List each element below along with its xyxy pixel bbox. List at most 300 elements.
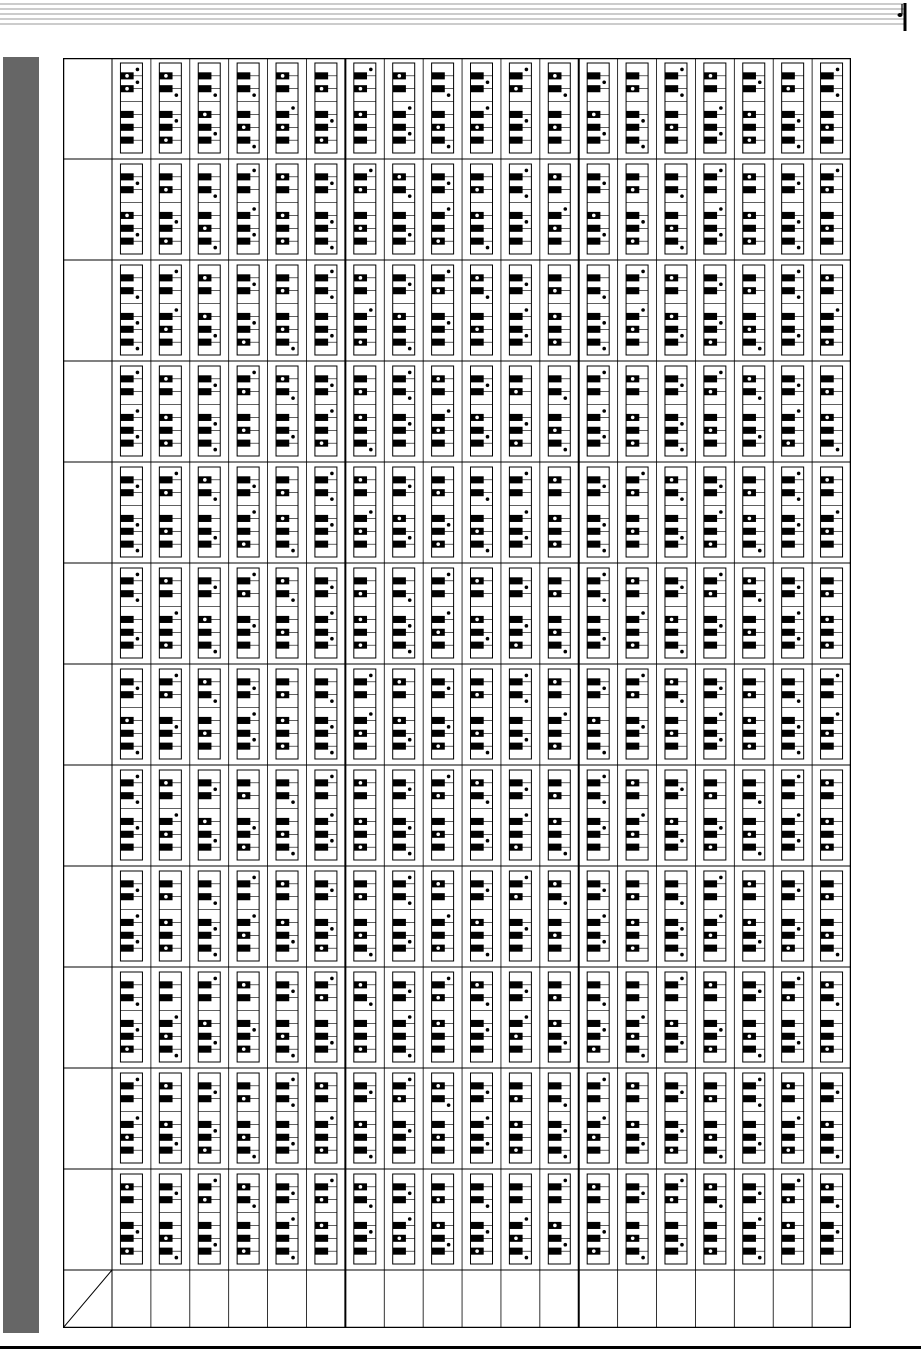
chord-note-dot (291, 435, 295, 439)
chord-diagram (626, 871, 648, 961)
chord-note-dot (758, 1256, 762, 1260)
chord-diagram (198, 871, 220, 961)
chord-note-dot (719, 132, 723, 136)
chord-diagram (276, 366, 298, 456)
chord-note-dot (680, 448, 684, 452)
chord-diagram (432, 770, 454, 860)
chord-note-dot (514, 441, 518, 445)
chord-note-dot (408, 876, 412, 880)
chord-note-dot (320, 138, 324, 142)
chord-diagram (665, 164, 687, 254)
chord-note-dot (525, 1256, 529, 1260)
chord-diagram (548, 366, 570, 456)
chord-note-dot (175, 1191, 179, 1195)
chord-diagram (743, 164, 765, 254)
chord-note-dot (203, 478, 207, 482)
chord-note-dot (291, 598, 295, 602)
chord-diagram (159, 164, 181, 254)
chord-note-dot (514, 87, 518, 91)
chord-note-dot (436, 239, 440, 243)
chord-note-dot (486, 1230, 490, 1234)
chord-note-dot (330, 383, 334, 387)
chord-diagram (782, 63, 804, 153)
chord-note-dot (680, 497, 684, 501)
chord-diagram (782, 669, 804, 759)
chord-note-dot (136, 826, 140, 830)
chord-note-dot (447, 1243, 451, 1247)
chord-note-dot (242, 390, 246, 394)
chord-diagram (704, 164, 726, 254)
chord-diagram (432, 871, 454, 961)
chord-note-dot (748, 289, 752, 293)
chord-diagram (432, 669, 454, 759)
chord-diagram (237, 164, 259, 254)
chord-note-dot (680, 953, 684, 957)
chord-note-dot (213, 536, 217, 540)
chord-note-dot (631, 491, 635, 495)
chord-note-dot (525, 510, 529, 514)
chord-note-dot (203, 1148, 207, 1152)
chord-note-dot (709, 428, 713, 432)
chord-note-dot (786, 996, 790, 1000)
chord-diagram (626, 770, 648, 860)
chord-diagram (393, 63, 415, 153)
chord-note-dot (553, 592, 557, 596)
chord-note-dot (252, 1204, 256, 1208)
chord-note-dot (175, 813, 179, 817)
chord-note-dot (330, 1116, 334, 1120)
chord-note-dot (447, 321, 451, 325)
chord-note-dot (631, 946, 635, 950)
chord-note-dot (748, 719, 752, 723)
chord-diagram (471, 164, 493, 254)
chord-note-dot (680, 334, 684, 338)
chord-diagram (315, 63, 337, 153)
chord-note-dot (592, 113, 596, 117)
chord-note-dot (475, 579, 479, 583)
chord-note-dot (748, 832, 752, 836)
chord-note-dot (592, 1249, 596, 1253)
chord-note-dot (125, 1047, 129, 1051)
chord-note-dot (436, 491, 440, 495)
chord-diagram (159, 1073, 181, 1163)
chord-note-dot (709, 542, 713, 546)
chord-note-dot (486, 839, 490, 843)
chord-note-dot (203, 680, 207, 684)
chord-note-dot (719, 282, 723, 286)
chord-diagram (821, 467, 843, 557)
chord-note-dot (748, 579, 752, 583)
chord-diagram (743, 770, 765, 860)
chord-note-dot (680, 901, 684, 905)
chord-note-dot (709, 1185, 713, 1189)
chord-note-dot (447, 145, 451, 149)
chord-note-dot (408, 650, 412, 654)
chord-note-dot (359, 416, 363, 420)
chord-note-dot (164, 832, 168, 836)
chord-note-dot (709, 1249, 713, 1253)
footer-rule (0, 1346, 921, 1349)
chord-note-dot (330, 611, 334, 615)
chord-note-dot (408, 852, 412, 856)
chord-note-dot (252, 573, 256, 577)
chord-note-dot (486, 497, 490, 501)
chord-note-dot (680, 839, 684, 843)
chord-note-dot (670, 226, 674, 230)
chord-diagram (120, 366, 142, 456)
chord-diagram (315, 972, 337, 1062)
chord-note-dot (136, 914, 140, 918)
chord-note-dot (631, 377, 635, 381)
chord-note-dot (758, 1191, 762, 1195)
chord-diagram (704, 972, 726, 1062)
chord-diagram (354, 568, 376, 658)
chord-note-dot (436, 1084, 440, 1088)
chord-diagram (587, 265, 609, 355)
chord-note-dot (602, 1230, 606, 1234)
chord-note-dot (330, 927, 334, 931)
chord-note-dot (709, 390, 713, 394)
chord-note-dot (330, 699, 334, 703)
chord-note-dot (836, 308, 840, 312)
chord-diagram (509, 1073, 531, 1163)
chord-note-dot (213, 1243, 217, 1247)
chord-note-dot (436, 882, 440, 886)
chord-diagram (120, 265, 142, 355)
chord-note-dot (291, 549, 295, 553)
chord-diagram (354, 265, 376, 355)
chord-note-dot (136, 233, 140, 237)
chord-diagram (743, 972, 765, 1062)
chord-note-dot (486, 435, 490, 439)
chord-note-dot (136, 523, 140, 527)
chord-note-dot (408, 624, 412, 628)
chord-note-dot (330, 888, 334, 892)
chord-note-dot (175, 472, 179, 476)
chord-note-dot (213, 334, 217, 338)
chord-note-dot (203, 1022, 207, 1026)
chord-diagram (782, 366, 804, 456)
chord-note-dot (447, 523, 451, 527)
chord-note-dot (592, 214, 596, 218)
chord-note-dot (486, 106, 490, 110)
chord-diagram (665, 871, 687, 961)
chord-note-dot (252, 1155, 256, 1159)
chord-note-dot (330, 977, 334, 981)
chord-note-dot (602, 800, 606, 804)
chord-diagram (120, 972, 142, 1062)
chord-note-dot (242, 542, 246, 546)
chord-note-dot (408, 1078, 412, 1082)
chord-note-dot (359, 895, 363, 899)
chord-note-dot (797, 497, 801, 501)
chord-diagram (393, 770, 415, 860)
chord-note-dot (758, 347, 762, 351)
chord-note-dot (436, 1135, 440, 1139)
chord-note-dot (514, 895, 518, 899)
chord-note-dot (825, 340, 829, 344)
chord-note-dot (786, 1148, 790, 1152)
chord-note-dot (670, 276, 674, 280)
chord-diagram (626, 164, 648, 254)
chord-note-dot (680, 650, 684, 654)
chord-note-dot (680, 422, 684, 426)
chord-note-dot (525, 1015, 529, 1019)
chord-note-dot (602, 523, 606, 527)
chord-note-dot (330, 270, 334, 274)
chord-note-dot (408, 371, 412, 375)
chord-note-dot (631, 327, 635, 331)
chord-note-dot (359, 781, 363, 785)
chord-note-dot (175, 725, 179, 729)
chord-note-dot (436, 832, 440, 836)
chord-note-dot (213, 1179, 217, 1183)
chord-note-dot (486, 549, 490, 553)
chord-note-dot (242, 1047, 246, 1051)
chord-diagram (587, 63, 609, 153)
chord-note-dot (553, 428, 557, 432)
chord-note-dot (281, 630, 285, 634)
chord-note-dot (525, 308, 529, 312)
chord-note-dot (758, 1217, 762, 1221)
chord-diagram (393, 164, 415, 254)
chord-note-dot (281, 744, 285, 748)
chord-note-dot (641, 813, 645, 817)
chord-diagram (821, 871, 843, 961)
chord-note-dot (719, 712, 723, 716)
chord-diagram (743, 1073, 765, 1163)
chord-diagram (315, 1174, 337, 1264)
chord-diagram (237, 366, 259, 456)
chord-note-dot (398, 74, 402, 78)
chord-note-dot (719, 321, 723, 325)
chord-note-dot (408, 1191, 412, 1195)
chord-note-dot (213, 1090, 217, 1094)
chord-note-dot (758, 1078, 762, 1082)
chord-note-dot (242, 845, 246, 849)
chord-note-dot (825, 416, 829, 420)
chord-diagram (782, 164, 804, 254)
chord-note-dot (836, 448, 840, 452)
chord-note-dot (631, 693, 635, 697)
chord-note-dot (719, 1204, 723, 1208)
chord-note-dot (709, 592, 713, 596)
chord-note-dot (486, 80, 490, 84)
chord-note-dot (525, 813, 529, 817)
chord-note-dot (281, 125, 285, 129)
chord-diagram (626, 669, 648, 759)
chord-note-dot (525, 787, 529, 791)
chord-diagram (704, 871, 726, 961)
chord-diagram (354, 164, 376, 254)
chord-note-dot (602, 1028, 606, 1032)
chord-note-dot (486, 953, 490, 957)
chord-diagram (120, 871, 142, 961)
chord-note-dot (719, 510, 723, 514)
chord-note-dot (436, 377, 440, 381)
chord-note-dot (398, 315, 402, 319)
chord-diagram (509, 366, 531, 456)
chord-note-dot (447, 270, 451, 274)
chord-note-dot (602, 1078, 606, 1082)
chord-note-dot (709, 983, 713, 987)
chord-note-dot (359, 1123, 363, 1127)
chord-note-dot (136, 371, 140, 375)
chord-diagram (315, 467, 337, 557)
chord-note-dot (748, 744, 752, 748)
chord-note-dot (670, 820, 674, 824)
chord-diagram (471, 972, 493, 1062)
chord-note-dot (213, 787, 217, 791)
chord-diagram (159, 63, 181, 153)
chord-note-dot (213, 1041, 217, 1045)
chord-note-dot (136, 800, 140, 804)
chord-note-dot (486, 800, 490, 804)
chord-diagram (120, 164, 142, 254)
chord-note-dot (748, 1034, 752, 1038)
chord-diagram (315, 366, 337, 456)
chord-note-dot (252, 1028, 256, 1032)
chord-note-dot (175, 1054, 179, 1058)
chord-note-dot (553, 478, 557, 482)
chord-diagram (743, 568, 765, 658)
chord-note-dot (680, 93, 684, 97)
chord-diagram (432, 972, 454, 1062)
chord-diagram (821, 669, 843, 759)
chord-note-dot (514, 390, 518, 394)
chord-note-dot (447, 181, 451, 185)
chord-note-dot (369, 510, 373, 514)
chord-diagram (743, 366, 765, 456)
chord-note-dot (408, 826, 412, 830)
chord-diagram (548, 265, 570, 355)
chord-diagram (120, 1073, 142, 1163)
chord-note-dot (525, 674, 529, 678)
chord-note-dot (252, 233, 256, 237)
chord-note-dot (475, 781, 479, 785)
chord-note-dot (164, 188, 168, 192)
chord-note-dot (836, 953, 840, 957)
chord-note-dot (203, 820, 207, 824)
chord-diagram (471, 265, 493, 355)
chord-note-dot (797, 295, 801, 299)
chord-note-dot (164, 529, 168, 533)
chord-note-dot (330, 585, 334, 589)
chord-note-dot (475, 125, 479, 129)
chord-diagram (821, 1174, 843, 1264)
chord-note-dot (242, 1135, 246, 1139)
chord-note-dot (125, 1249, 129, 1253)
chord-diagram (821, 972, 843, 1062)
chord-note-dot (136, 888, 140, 892)
chord-note-dot (475, 214, 479, 218)
chord-note-dot (369, 308, 373, 312)
chord-note-dot (408, 738, 412, 742)
chord-diagram (626, 63, 648, 153)
chord-note-dot (525, 68, 529, 72)
chord-note-dot (475, 983, 479, 987)
chord-note-dot (359, 618, 363, 622)
chord-note-dot (242, 1249, 246, 1253)
chord-diagram (548, 972, 570, 1062)
chord-diagram (821, 366, 843, 456)
chord-diagram (471, 770, 493, 860)
chord-note-dot (758, 852, 762, 856)
chord-diagram (743, 265, 765, 355)
chord-note-dot (758, 435, 762, 439)
chord-note-dot (164, 895, 168, 899)
chord-note-dot (825, 983, 829, 987)
chord-diagram (821, 568, 843, 658)
chord-note-dot (281, 289, 285, 293)
chord-note-dot (748, 113, 752, 117)
chord-note-dot (553, 125, 557, 129)
chord-note-dot (408, 282, 412, 286)
chord-note-dot (836, 93, 840, 97)
chord-note-dot (709, 74, 713, 78)
chord-note-dot (281, 214, 285, 218)
chord-note-dot (398, 175, 402, 179)
chord-note-dot (486, 1204, 490, 1208)
chord-note-dot (369, 712, 373, 716)
chord-note-dot (553, 226, 557, 230)
chord-diagram (587, 568, 609, 658)
chord-diagram (821, 265, 843, 355)
chord-note-dot (602, 1002, 606, 1006)
chord-note-dot (797, 1116, 801, 1120)
chord-diagram (471, 568, 493, 658)
chord-note-dot (592, 1185, 596, 1189)
chord-note-dot (602, 347, 606, 351)
chord-diagram (120, 63, 142, 153)
chord-note-dot (252, 371, 256, 375)
chord-note-dot (670, 1148, 674, 1152)
chord-note-dot (641, 1191, 645, 1195)
chord-note-dot (553, 175, 557, 179)
chord-note-dot (641, 1015, 645, 1019)
chord-note-dot (136, 181, 140, 185)
chord-note-dot (670, 315, 674, 319)
chord-note-dot (291, 989, 295, 993)
chord-diagram (665, 1073, 687, 1163)
chord-note-dot (641, 220, 645, 224)
chord-note-dot (164, 693, 168, 697)
chord-note-dot (398, 517, 402, 521)
chord-note-dot (602, 549, 606, 553)
chord-diagram (704, 467, 726, 557)
chord-note-dot (786, 1198, 790, 1202)
chord-note-dot (281, 921, 285, 925)
chord-note-dot (602, 751, 606, 755)
chord-note-dot (408, 422, 412, 426)
chord-note-dot (136, 347, 140, 351)
chord-note-dot (175, 308, 179, 312)
chord-diagram (237, 467, 259, 557)
chord-diagram (276, 568, 298, 658)
chord-diagram (354, 1073, 376, 1163)
chord-diagram (315, 568, 337, 658)
chord-diagram (704, 568, 726, 658)
chord-note-dot (514, 1123, 518, 1127)
chord-note-dot (709, 1135, 713, 1139)
chord-diagram (782, 265, 804, 355)
chord-note-dot (670, 680, 674, 684)
chord-note-dot (475, 327, 479, 331)
chord-note-dot (486, 888, 490, 892)
chord-note-dot (825, 529, 829, 533)
chord-note-dot (631, 643, 635, 647)
chord-note-dot (320, 1084, 324, 1088)
